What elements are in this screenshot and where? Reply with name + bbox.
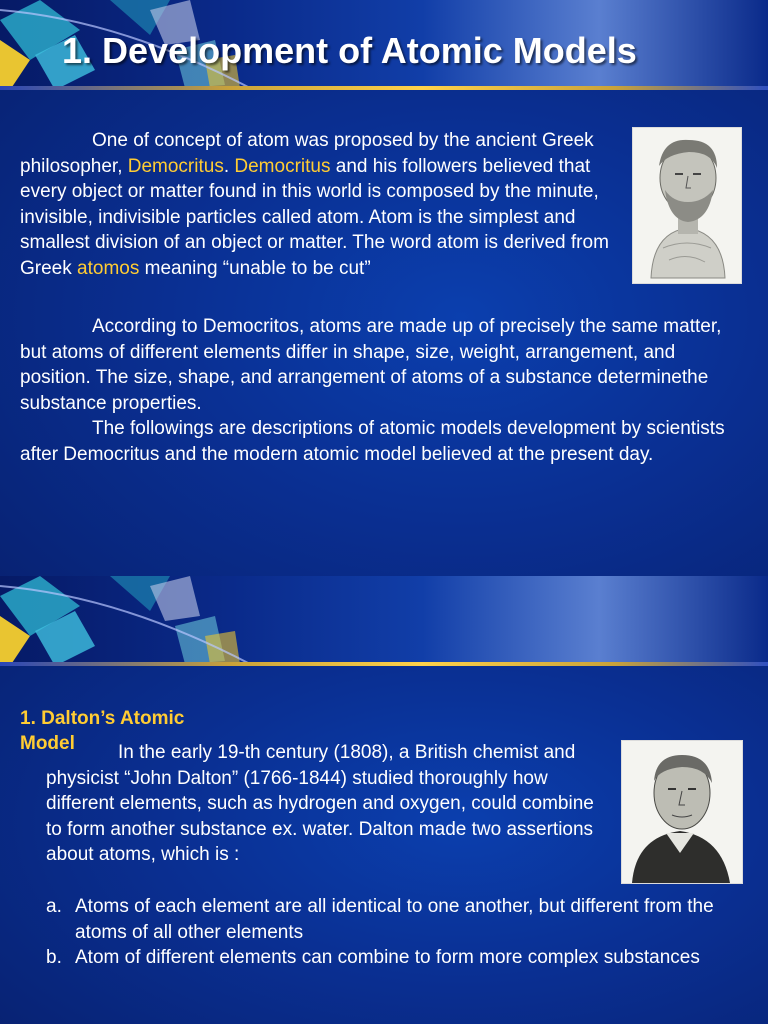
- text-run: In the early 19-th century (1808), a British chemist and physicist “John Dalton” (1766-1844) studied thoroughly how different elements, such as hydrogen and oxygen, could combine to form another substance ex. water. Dalton made two assertions about atoms, which is :: [46, 742, 594, 865]
- text-run: According to Democritos, atoms are made up of precisely the same matter, but atoms of different elements differ in shape, size, weight, arrangement, and position. The size, shape, and arrangement of atoms of a substance determinethe substance properties.: [20, 316, 722, 414]
- decorative-crystal-graphic: [0, 576, 250, 666]
- highlight-democritus: Democritus: [127, 155, 224, 177]
- slide-title: 1. Development of Atomic Models: [62, 30, 637, 71]
- list-item-text: Atoms of each element are all identical to one another, but different from the atoms of all other elements: [75, 896, 714, 943]
- democritos-atoms-paragraph: [20, 314, 750, 416]
- text-run: .: [223, 155, 235, 177]
- text-run: meaning “unable to be cut”: [139, 257, 371, 279]
- followings-paragraph: [20, 416, 750, 467]
- text-run: One of concept of atom was proposed by the ancient Greek philosopher,: [20, 130, 594, 177]
- list-item: [46, 945, 762, 971]
- list-marker: a.: [46, 896, 62, 917]
- dalton-paragraph: [46, 740, 606, 868]
- text-run: and his followers believed that every object or matter found in this world is composed by the minute, invisible, indivisible particles called atom. Atom is the simplest and smallest division of an object or matter. The word atom is derived from Greek: [20, 155, 609, 279]
- slide-dalton: [0, 576, 768, 1024]
- list-marker: b.: [46, 947, 62, 968]
- banner-gold-line: [0, 86, 768, 90]
- list-item: [46, 894, 762, 945]
- dalton-assertions-list: [46, 894, 762, 971]
- highlight-atomos: atomos: [77, 257, 140, 279]
- banner-gold-line: [0, 662, 768, 666]
- dalton-heading: 1. Dalton’s Atomic Model: [20, 708, 185, 754]
- highlight-democritus: Democritus: [234, 155, 331, 177]
- list-item-text: Atom of different elements can combine to form more complex substances: [75, 947, 700, 968]
- democritus-portrait: [632, 127, 742, 284]
- text-run: The followings are descriptions of atomic models development by scientists after Democritus and the modern atomic model believed at the present day.: [20, 418, 725, 465]
- democritus-paragraph: [20, 128, 620, 281]
- dalton-portrait: [621, 740, 743, 884]
